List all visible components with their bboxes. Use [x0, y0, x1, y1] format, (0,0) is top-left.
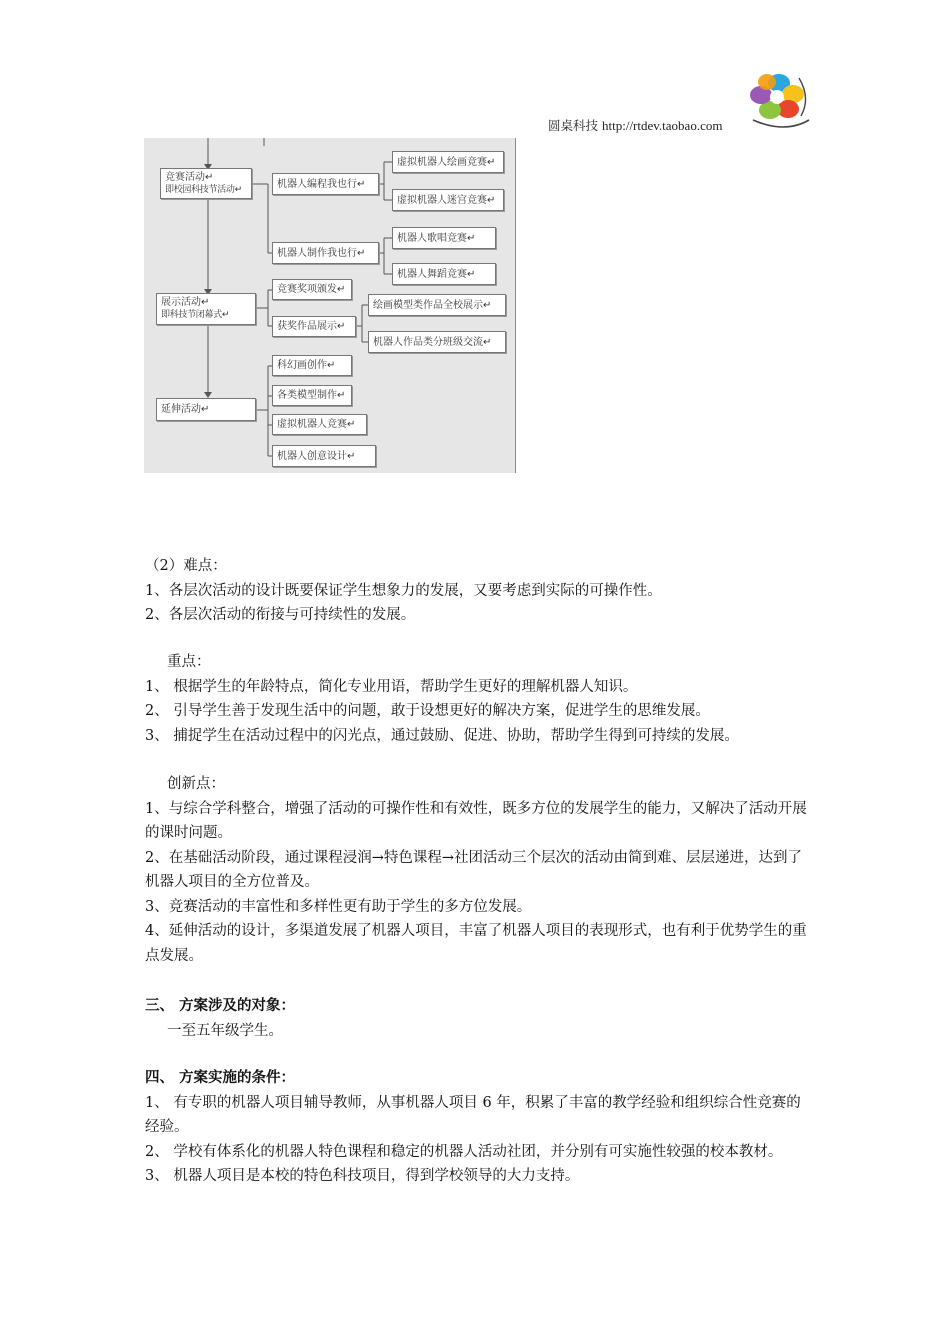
- innovation-item: 4、延伸活动的设计，多渠道发展了机器人项目，丰富了机器人项目的表现形式，也有利于优势学生的重点发展。: [145, 923, 807, 964]
- section-four: [145, 1066, 810, 1189]
- difficulty-item: 2、各层次活动的衔接与可持续性的发展。: [145, 607, 416, 623]
- section-three-title: 三、 方案涉及的对象：: [145, 997, 296, 1014]
- flow-left-box: [156, 398, 256, 421]
- flow-mid-box: 机器人编程我也行↵: [272, 173, 379, 195]
- innovation-item: 3、竞赛活动的丰富性和多样性更有助于学生的多方位发展。: [145, 898, 532, 915]
- flower-logo-icon: [745, 68, 811, 130]
- flow-left-box: [160, 168, 252, 199]
- flow-right-box: 机器人作品类分班级交流↵: [368, 331, 506, 353]
- flow-left-line2: 即科技节闭幕式↵: [161, 310, 230, 320]
- innovation-section: [145, 772, 810, 968]
- flow-right-box: 机器人歌唱竞赛↵: [392, 227, 496, 249]
- flow-left-line1: 延伸活动↵: [161, 404, 210, 415]
- flow-right-box: 虚拟机器人绘画竞赛↵: [392, 151, 504, 173]
- innovation-item: 1、与综合学科整合，增强了活动的可操作性和有效性，既多方位的发展学生的能力，又解决了活动开展的课时问题。: [145, 800, 807, 841]
- difficulty-section: [145, 554, 810, 628]
- flow-left-line1: 竞赛活动↵: [165, 171, 214, 183]
- flow-left-line2: 即校园科技节活动↵: [165, 184, 242, 195]
- key-point-item: 2、 引导学生善于发现生活中的问题，敢于设想更好的解决方案，促进学生的思维发展。: [145, 703, 710, 719]
- section-three-body: 一至五年级学生。: [167, 1022, 283, 1039]
- section-four-title: 四、 方案实施的条件：: [145, 1069, 296, 1086]
- flow-mid-box: 机器人制作我也行↵: [272, 242, 379, 264]
- flow-right-box: 绘画模型类作品全校展示↵: [368, 294, 506, 316]
- page-header: [548, 116, 722, 134]
- key-point-item: 1、 根据学生的年龄特点，简化专业用语，帮助学生更好的理解机器人知识。: [145, 678, 638, 695]
- header-brand: 圆桌科技: [548, 118, 599, 133]
- flow-mid-box: 科幻画创作↵: [272, 355, 352, 376]
- activity-flowchart: [144, 138, 516, 473]
- flow-mid-box: 机器人创意设计↵: [272, 445, 376, 467]
- key-points-title: 重点：: [167, 654, 211, 670]
- flow-right-box: 机器人舞蹈竞赛↵: [392, 263, 496, 285]
- flow-left-line1: 展示活动↵: [161, 297, 210, 308]
- key-points-section: [145, 650, 810, 748]
- innovation-item: 2、在基础活动阶段，通过课程浸润→特色课程→社团活动三个层次的活动由简到难、层层递进，达到了机器人项目的全方位普及。: [145, 849, 803, 890]
- flow-mid-box: 获奖作品展示↵: [272, 316, 356, 337]
- difficulty-item: 1、各层次活动的设计既要保证学生想象力的发展，又要考虑到实际的可操作性。: [145, 582, 662, 599]
- innovation-title: 创新点：: [167, 776, 225, 792]
- section-four-item: 2、 学校有体系化的机器人特色课程和稳定的机器人活动社团，并分别有可实施性较强的校本教材。: [145, 1143, 783, 1160]
- flow-mid-box: 虚拟机器人竞赛↵: [272, 414, 367, 435]
- difficulty-title: （2）难点：: [145, 558, 227, 574]
- section-four-item: 3、 机器人项目是本校的特色科技项目，得到学校领导的大力支持。: [145, 1168, 580, 1184]
- flow-mid-box: 各类模型制作↵: [272, 385, 352, 406]
- header-url: http://rtdev.taobao.com: [602, 118, 723, 133]
- section-four-item: 1、 有专职的机器人项目辅导教师，从事机器人项目 6 年，积累了丰富的教学经验和组织综合性竞赛的经验。: [145, 1094, 801, 1135]
- flow-mid-box: 竞赛奖项颁发↵: [272, 279, 352, 300]
- section-three: [145, 994, 810, 1043]
- flow-left-box: [156, 293, 256, 325]
- flow-right-box: 虚拟机器人迷宫竞赛↵: [392, 189, 504, 211]
- key-point-item: 3、 捕捉学生在活动过程中的闪光点，通过鼓励、促进、协助，帮助学生得到可持续的发展。: [145, 727, 739, 744]
